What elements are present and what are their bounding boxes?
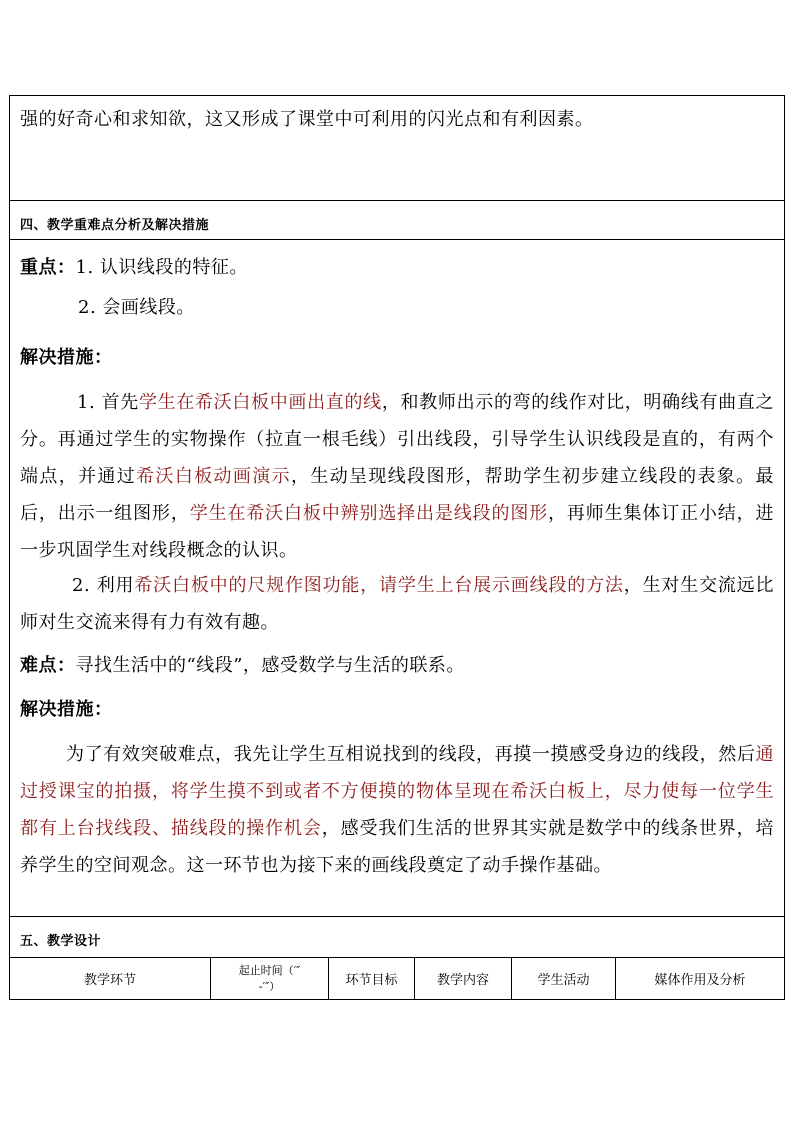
highlight-text: 希沃白板动画演示 [136, 466, 291, 487]
measure-1-number: 1. 首先 [77, 392, 139, 413]
teaching-design-header-row [10, 958, 784, 999]
difficult-text: 寻找生活中的“线段”，感受数学与生活的联系。 [75, 655, 465, 676]
col-time-range-line-2: -′″） [258, 979, 281, 993]
difficult-label: 难点： [20, 655, 76, 676]
highlight-text: 学生在希沃白板中画出直的线 [138, 392, 382, 413]
section4-title: 四、教学重难点分析及解决措施 [20, 218, 210, 233]
col-media-analysis: 媒体作用及分析 [654, 973, 746, 988]
difficult-point-line [20, 652, 774, 680]
intro-line: 强的好奇心和求知欲，这又形成了课堂中可利用的闪光点和有利因素。 [20, 109, 594, 130]
key-item-2: 2. 会画线段。 [78, 297, 195, 318]
col-teaching-stage: 教学环节 [10, 958, 211, 999]
col-stage-goal: 环节目标 [329, 958, 415, 999]
measures-label: 解决措施： [20, 347, 113, 368]
divider [10, 916, 784, 917]
measure-1-paragraph [20, 384, 774, 569]
body-text: ，感受我们生活的世界其实就是数学中的线条世界，培养学生的空间观念。这一环节也为接下来的画线段奠定了动手操作基础。 [20, 818, 775, 876]
measures-2-label: 解决措施： [20, 699, 113, 720]
divider [10, 239, 784, 240]
body-text: 为了有效突破难点，我先让学生互相说找到的线段，再摸一摸感受身边的线段，然后 [66, 744, 756, 765]
difficult-measure-paragraph [20, 736, 774, 884]
highlight-text: 通过授课宝的拍摄，将学生摸不到或者不方便摸的物体呈现在希沃白板上，尽力使每一位学生都有上台找线段、描线段的操作机会 [20, 744, 774, 839]
body-text: ，生对生交流远比师对生交流来得有力有效有趣。 [20, 575, 775, 633]
document-table [9, 95, 785, 1000]
highlight-text: 希沃白板中的尺规作图功能，请学生上台展示画线段的方法 [134, 575, 624, 596]
highlight-text: 学生在希沃白板中辨别选择出是线段的图形 [189, 503, 549, 524]
key-item-1: 1. 认识线段的特征。 [75, 257, 248, 278]
key-label: 重点： [20, 257, 76, 278]
col-time-range [211, 958, 329, 999]
body-text: ，再师生集体订正小结，进一步巩固学生对线段概念的认识。 [20, 503, 775, 561]
key-points-line-1 [20, 254, 774, 282]
measure-2-paragraph [20, 567, 774, 641]
body-text: ，生动呈现线段图形，帮助学生初步建立线段的表象。最后，出示一组图形， [20, 466, 775, 524]
divider [10, 200, 784, 201]
measure-2-number: 2. 利用 [72, 575, 135, 596]
col-student-activity: 学生活动 [512, 958, 616, 999]
col-teaching-content: 教学内容 [415, 958, 512, 999]
section5-title: 五、教学设计 [20, 934, 102, 949]
col-time-range-line-1: 起止时间（′″ [238, 963, 301, 977]
body-text: ，和教师出示的弯的线作对比，明确线有曲直之分。再通过学生的实物操作（拉直一根毛线）引出线段，引导学生认识线段是直的，有两个端点，并通过 [20, 392, 775, 487]
